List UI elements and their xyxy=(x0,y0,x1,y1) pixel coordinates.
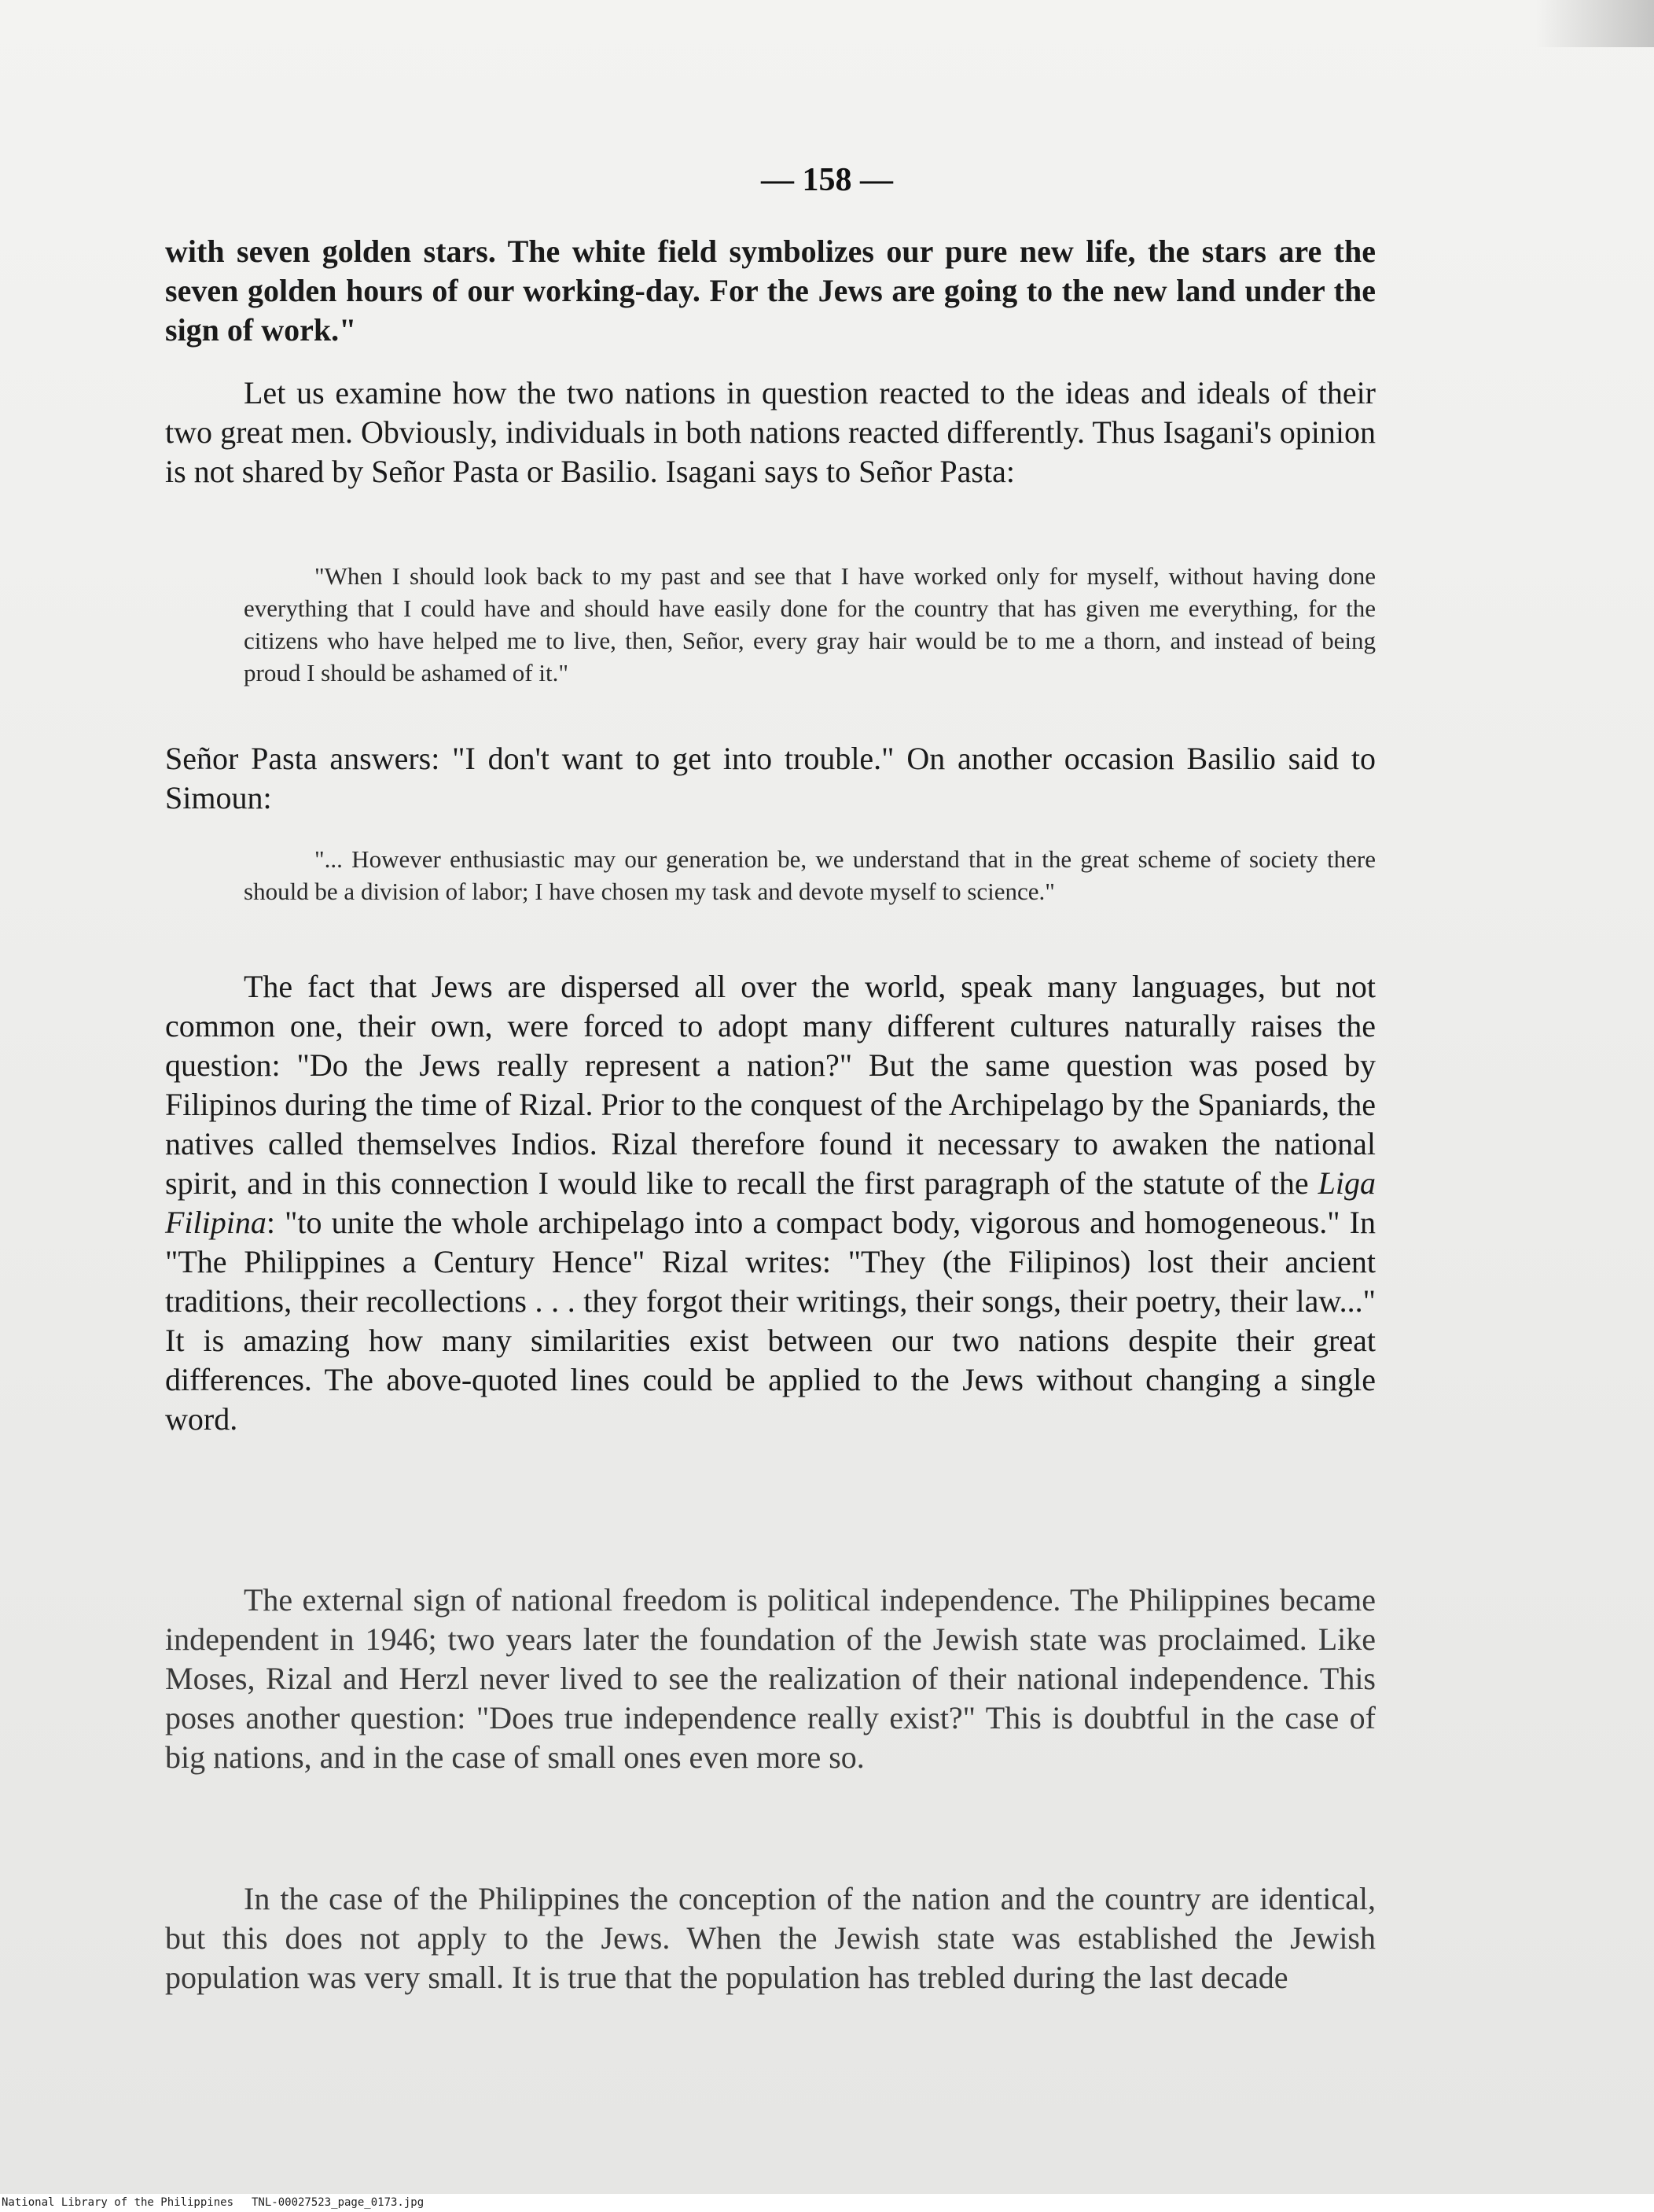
paragraph-nations-reaction: Let us examine how the two nations in question reacted to the ideas and ideals of their two great men. Obviously, individuals in both nations reacted differently. Thus Isagani's opinion is not shared by Señor Pasta or Basilio. Isagani says to Señor Pasta: xyxy=(165,375,1376,489)
page-edge-shadow xyxy=(1536,0,1654,47)
paragraph-national-freedom: The external sign of national freedom is political independence. The Philippines became independent in 1946; two years later the foundation of the Jewish state was proclaimed. Like Moses, Rizal and Herzl never lived to see the realization of their national independence. This poses another question: "Does true independence really exist?" This is doubtful in the case of big nations, and in the case of small ones even more so. xyxy=(165,1582,1376,1775)
paragraph-senor-pasta-answer: Señor Pasta answers: "I don't want to get into trouble." On another occasion Basilio said to Simoun: xyxy=(165,741,1376,815)
liga-filipina-italic: Liga Filipina xyxy=(165,1165,1376,1240)
page-number: — 158 — xyxy=(761,162,893,198)
paragraph-jews-dispersed xyxy=(165,967,1376,1439)
scan-footer xyxy=(0,2194,1654,2212)
blockquote-isagani: "When I should look back to my past and see that I have worked only for myself, without having done everything that I could have and should have easily done for the country that has given me everything, for the citizens who have helped me to live, then, Señor, every gray hair would be to me a thorn, and instead of being proud I should be ashamed of it." xyxy=(244,562,1376,686)
paragraph-jews-dispersed-text-2: : "to unite the whole archipelago into a compact body, vigorous and homogeneous." In "The Philippines a Century Hence" Rizal writes: "They (the Filipinos) lost their ancient traditions, their recollections . . . they forgot their writings, their songs, their poetry, their law..." It is amazing how many similarities exist between our two nations despite their great differences. The above-quoted lines could be applied to the Jews without changing a single word. xyxy=(165,1205,1376,1437)
blockquote-basilio: "... However enthusiastic may our generation be, we understand that in the great scheme of society there should be a division of labor; I have chosen my task and devote myself to science." xyxy=(244,845,1376,905)
paragraph-philippines-conception: In the case of the Philippines the conception of the nation and the country are identical, but this does not apply to the Jews. When the Jewish state was established the Jewish population was very small. It is true that the population has trebled during the last decade xyxy=(165,1881,1376,1995)
footer-filename: TNL-00027523_page_0173.jpg xyxy=(252,2196,425,2209)
paragraph-herzl-quote-end: with seven golden stars. The white field symbolizes our pure new life, the stars are the seven golden hours of our working-day. For the Jews are going to the new land under the sign of work." xyxy=(165,234,1376,348)
paragraph-jews-dispersed-text-1: The fact that Jews are dispersed all over the world, speak many languages, but not common one, their own, were forced to adopt many different cultures naturally raises the question: "Do the Jews really represent a nation?" But the same question was posed by Filipinos during the time of Rizal. Prior to the conquest of the Archipelago by the Spaniards, the natives called themselves Indios. Rizal therefore found it necessary to awaken the national spirit, and in this connection I would like to recall the first paragraph of the statute of the xyxy=(165,969,1376,1201)
footer-library-name: National Library of the Philippines xyxy=(2,2196,234,2209)
